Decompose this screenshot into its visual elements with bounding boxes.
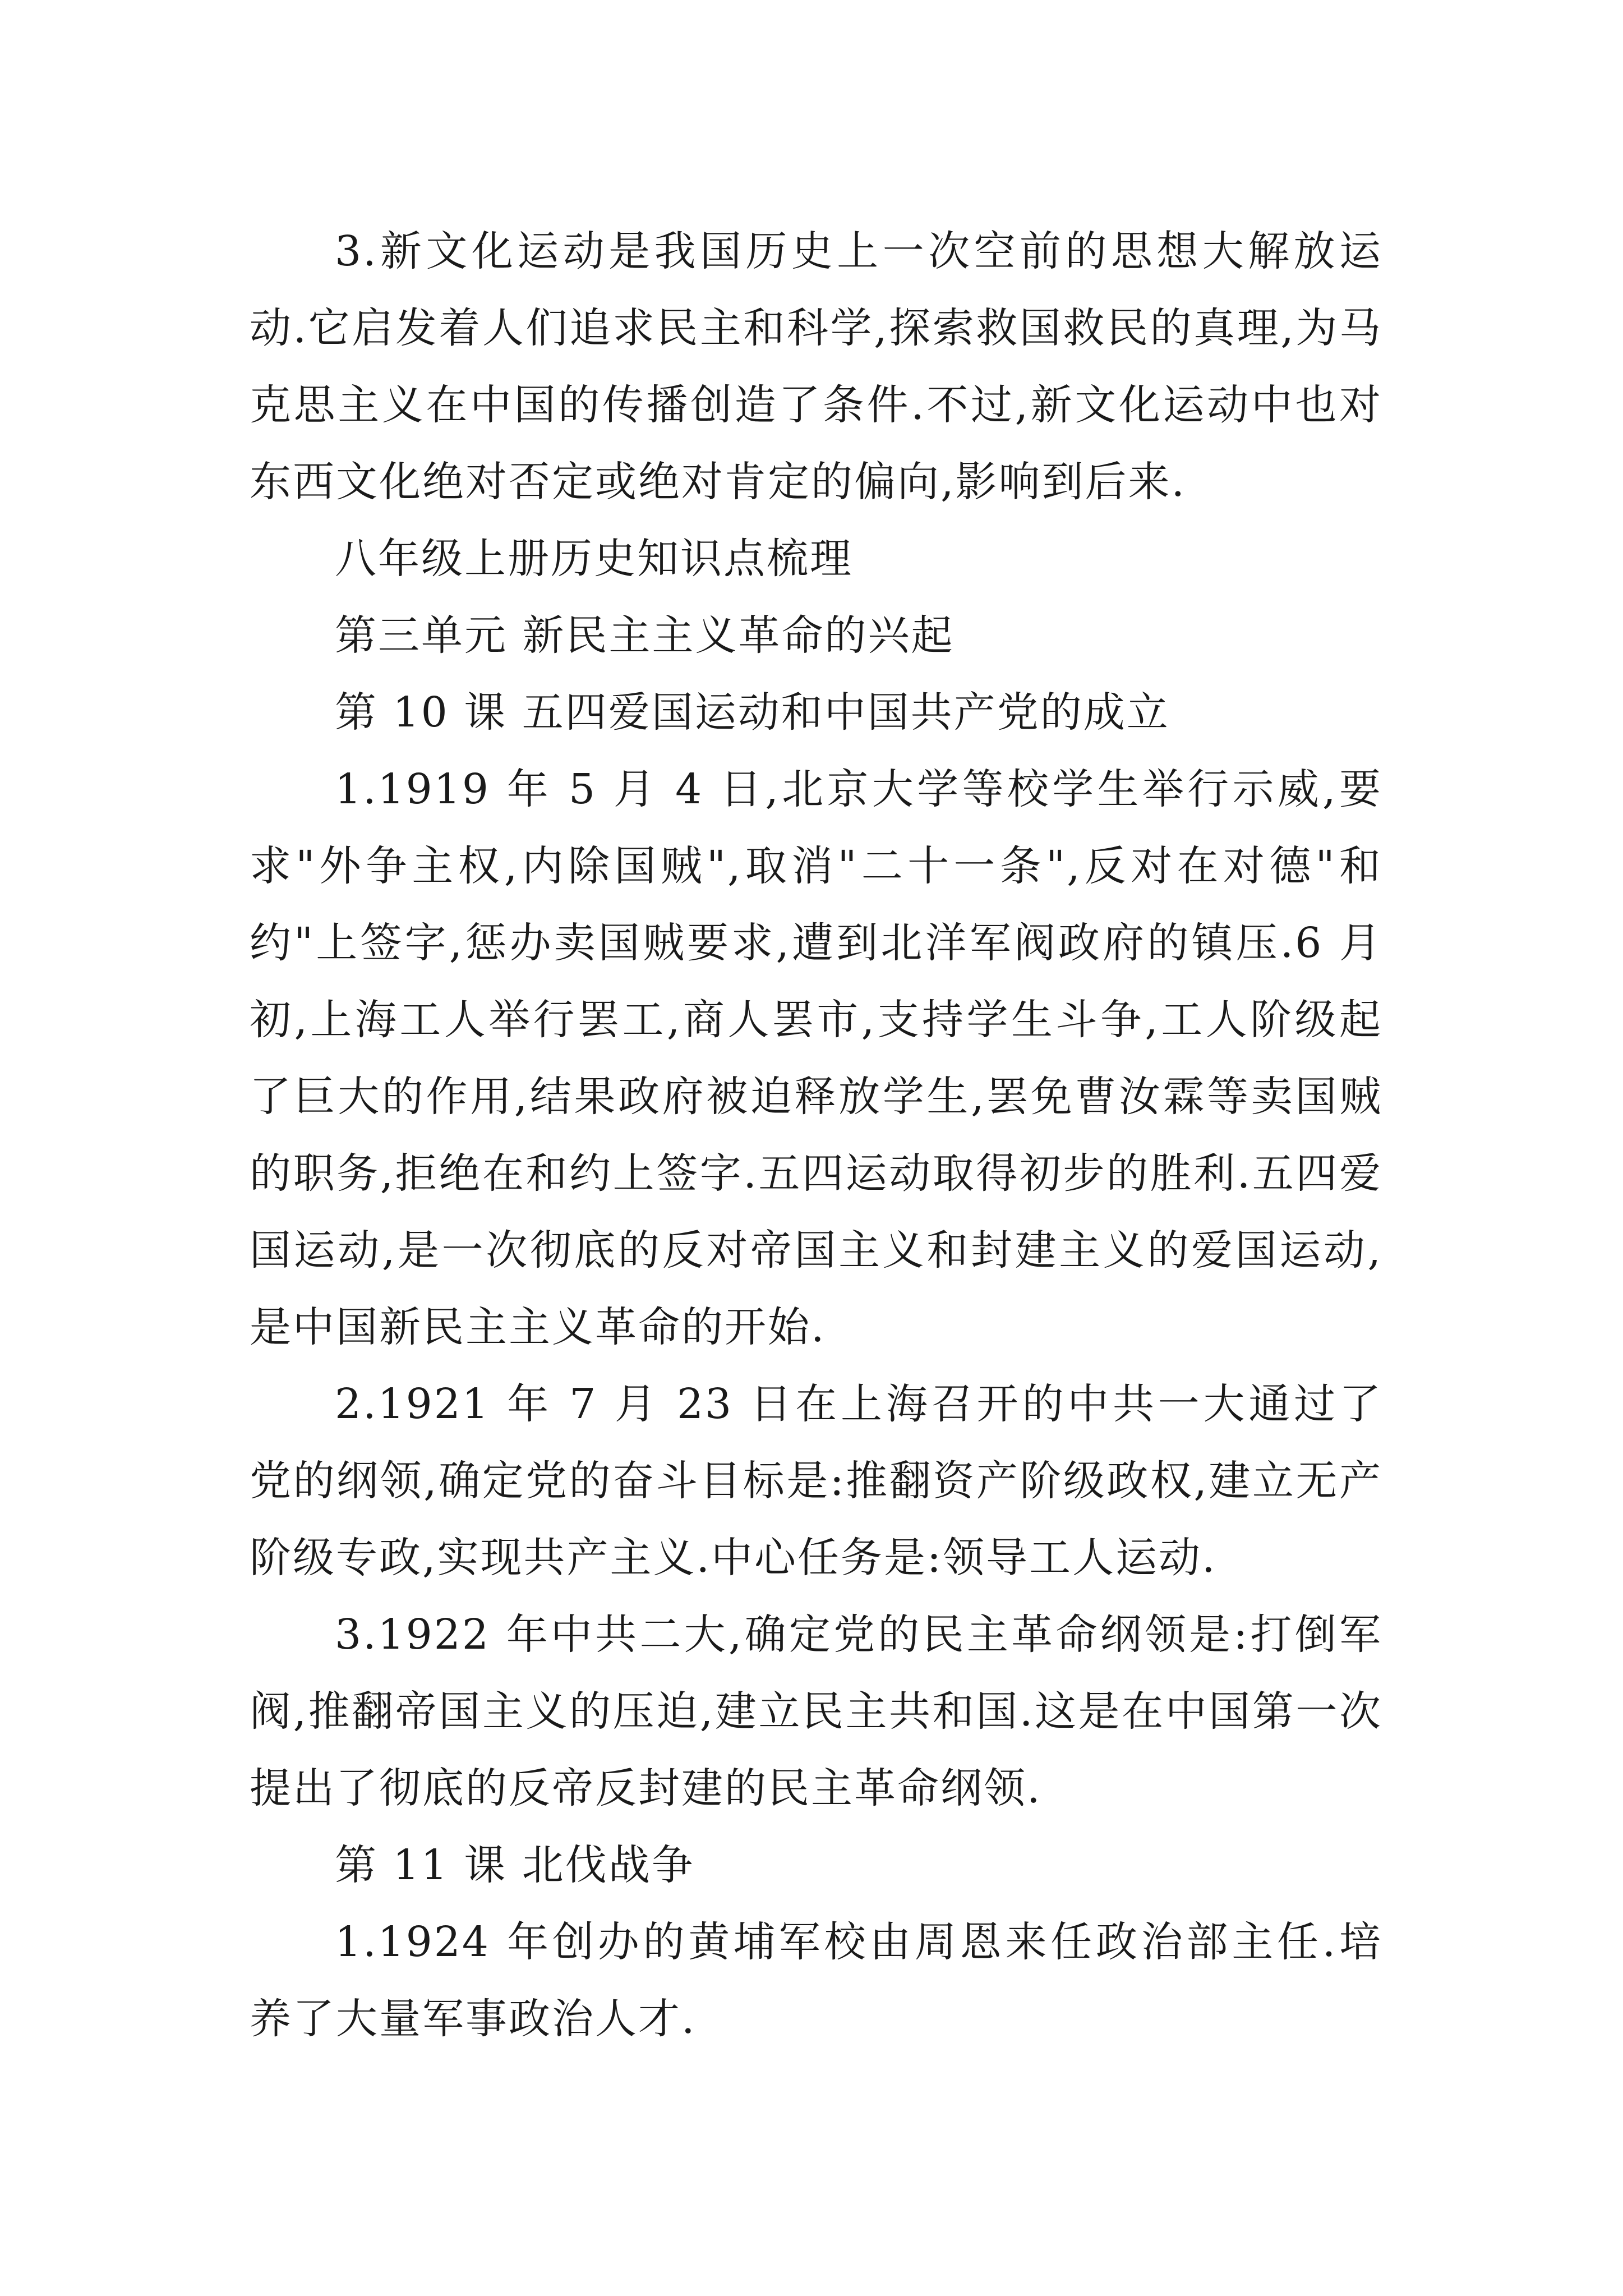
paragraph-new-culture-movement: 3.新文化运动是我国历史上一次空前的思想大解放运动.它启发着人们追求民主和科学,探索救国救民的真理,为马克思主义在中国的传播创造了条件.不过,新文化运动中也对东西文化绝对否定或绝对肯定的偏向,影响到后来. — [250, 227, 1382, 506]
paragraph-first-congress: 2.1921 年 7 月 23 日在上海召开的中共一大通过了党的纲领,确定党的奋斗目标是:推翻资产阶级政权,建立无产阶级专政,实现共产主义.中心任务是:领导工人运动. — [250, 1380, 1382, 1582]
paragraph-second-congress: 3.1922 年中共二大,确定党的民主革命纲领是:打倒军阀,推翻帝国主义的压迫,建立民主共和国.这是在中国第一次提出了彻底的反帝反封建的民主革命纲领. — [250, 1611, 1382, 1812]
heading-unit-3: 第三单元 新民主主义革命的兴起 — [335, 611, 955, 660]
document-body — [250, 213, 1382, 2058]
paragraph-whampoa-academy: 1.1924 年创办的黄埔军校由周恩来任政治部主任.培养了大量军事政治人才. — [250, 1918, 1382, 2043]
paragraph-may-fourth-movement: 1.1919 年 5 月 4 日,北京大学等校学生举行示威,要求"外争主权,内除国贼",取消"二十一条",反对在对德"和约"上签字,惩办卖国贼要求,遭到北洋军阀政府的镇压.6 月初,上海工人举行罢工,商人罢市,支持学生斗争,工人阶级起了巨大的作用,结果政府被迫释放学生,罢免曹汝霖等卖国贼的职务,拒绝在和约上签字.五四运动取得初步的胜利.五四爱国运动,是一次彻底的反对帝国主义和封建主义的爱国运动,是中国新民主主义革命的开始. — [250, 765, 1382, 1351]
heading-lesson-11: 第 11 课 北伐战争 — [335, 1841, 695, 1889]
heading-grade8-history-summary: 八年级上册历史知识点梳理 — [335, 535, 853, 583]
heading-lesson-10: 第 10 课 五四爱国运动和中国共产党的成立 — [335, 688, 1170, 737]
